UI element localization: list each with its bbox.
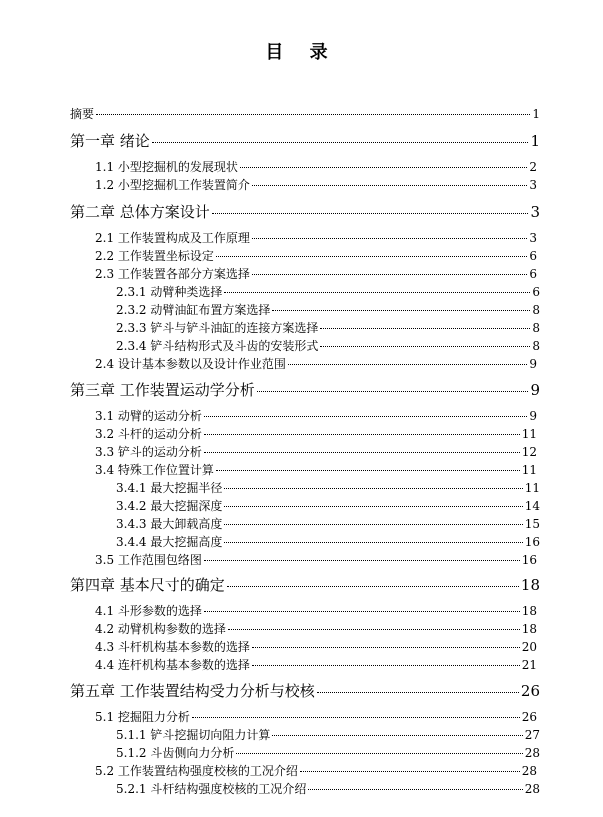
leader-dots — [252, 665, 520, 666]
toc-entry-section[interactable] — [95, 551, 537, 567]
leader-dots — [257, 391, 529, 392]
toc-entry-subsection[interactable] — [116, 744, 540, 760]
entry-label: 3.2 斗杆的运动分析 — [95, 427, 202, 441]
leader-dots — [192, 717, 520, 718]
entry-label: 2.3.1 动臂种类选择 — [116, 285, 223, 299]
entry-label: 2.3 工作装置各部分方案选择 — [95, 267, 250, 281]
toc-entry-chapter-3[interactable] — [70, 379, 540, 399]
leader-dots — [96, 114, 530, 115]
entry-page: 20 — [521, 640, 537, 654]
toc-entry-chapter-4[interactable] — [70, 574, 540, 594]
toc-entry-chapter-1[interactable] — [70, 130, 540, 150]
entry-page: 18 — [521, 622, 537, 636]
entry-page: 26 — [520, 682, 540, 700]
toc-entry-section[interactable] — [95, 461, 537, 477]
leader-dots — [228, 629, 520, 630]
entry-label: 3.5 工作范围包络图 — [95, 553, 202, 567]
toc-entry-subsection[interactable] — [116, 533, 540, 549]
toc-entry-subsection[interactable] — [116, 283, 540, 299]
entry-label: 3.4 特殊工作位置计算 — [95, 463, 214, 477]
entry-page: 28 — [521, 764, 537, 778]
entry-label: 第三章 工作装置运动学分析 — [70, 381, 255, 399]
leader-dots — [224, 506, 522, 507]
toc-entry-section[interactable] — [95, 158, 537, 174]
leader-dots — [224, 488, 522, 489]
toc-entry-section[interactable] — [95, 229, 537, 245]
entry-page: 16 — [521, 553, 537, 567]
leader-dots — [224, 524, 522, 525]
page-title: 目 录 — [265, 42, 338, 63]
entry-page: 8 — [532, 303, 540, 317]
entry-label: 3.4.4 最大挖掘高度 — [116, 535, 223, 549]
toc-entry-section[interactable] — [95, 355, 537, 371]
leader-dots — [224, 292, 530, 293]
entry-label: 4.2 动臂机构参数的选择 — [95, 622, 226, 636]
leader-dots — [240, 167, 527, 168]
entry-page: 1 — [530, 132, 540, 150]
entry-label: 3.4.2 最大挖掘深度 — [116, 499, 223, 513]
leader-dots — [236, 753, 522, 754]
entry-label: 2.3.2 动臂油缸布置方案选择 — [116, 303, 271, 317]
toc-entry-subsection[interactable] — [116, 515, 540, 531]
leader-dots — [252, 647, 520, 648]
entry-label: 摘要 — [70, 107, 95, 121]
entry-page: 21 — [521, 658, 537, 672]
entry-label: 2.2 工作装置坐标设定 — [95, 249, 214, 263]
entry-page: 26 — [521, 710, 537, 724]
entry-page: 6 — [529, 249, 537, 263]
entry-page: 18 — [520, 576, 540, 594]
entry-page: 14 — [524, 499, 540, 513]
leader-dots — [204, 560, 520, 561]
entry-label: 2.3.3 铲斗与铲斗油缸的连接方案选择 — [116, 321, 319, 335]
leader-dots — [204, 452, 520, 453]
entry-page: 9 — [530, 381, 540, 399]
entry-page: 28 — [524, 746, 540, 760]
entry-label: 3.3 铲斗的运动分析 — [95, 445, 202, 459]
toc-entry-section[interactable] — [95, 638, 537, 654]
entry-page: 9 — [529, 357, 537, 371]
leader-dots — [320, 346, 530, 347]
toc-entry-section[interactable] — [95, 247, 537, 263]
leader-dots — [204, 434, 520, 435]
entry-label: 5.2.1 斗杆结构强度校核的工况介绍 — [116, 782, 307, 796]
leader-dots — [216, 256, 527, 257]
entry-page: 8 — [532, 339, 540, 353]
entry-label: 2.3.4 铲斗结构形式及斗齿的安装形式 — [116, 339, 319, 353]
entry-page: 18 — [521, 604, 537, 618]
toc-entry-abstract[interactable] — [70, 105, 540, 121]
entry-page: 27 — [524, 728, 540, 742]
leader-dots — [272, 735, 522, 736]
toc-entry-subsection[interactable] — [116, 337, 540, 353]
entry-label: 5.1.1 铲斗挖掘切向阻力计算 — [116, 728, 271, 742]
toc-entry-section[interactable] — [95, 762, 537, 778]
leader-dots — [308, 789, 522, 790]
entry-label: 3.4.1 最大挖掘半径 — [116, 481, 223, 495]
toc-entry-section[interactable] — [95, 620, 537, 636]
toc-entry-section[interactable] — [95, 265, 537, 281]
entry-label: 第一章 绪论 — [70, 132, 150, 150]
leader-dots — [320, 328, 530, 329]
entry-label: 5.1.2 斗齿侧向力分析 — [116, 746, 235, 760]
entry-page: 3 — [530, 203, 540, 221]
entry-page: 3 — [529, 178, 537, 192]
toc-entry-section[interactable] — [95, 656, 537, 672]
toc-entry-section[interactable] — [95, 708, 537, 724]
toc-entry-subsection[interactable] — [116, 319, 540, 335]
entry-page: 8 — [532, 321, 540, 335]
leader-dots — [152, 142, 529, 143]
entry-page: 11 — [524, 481, 540, 495]
leader-dots — [204, 416, 527, 417]
toc-entry-section[interactable] — [95, 407, 537, 423]
entry-page: 6 — [532, 285, 540, 299]
leader-dots — [288, 364, 527, 365]
entry-label: 1.2 小型挖掘机工作装置简介 — [95, 178, 250, 192]
leader-dots — [252, 238, 527, 239]
entry-label: 2.4 设计基本参数以及设计作业范围 — [95, 357, 286, 371]
entry-page: 11 — [521, 463, 537, 477]
toc-entry-subsection[interactable] — [116, 726, 540, 742]
entry-label: 4.3 斗杆机构基本参数的选择 — [95, 640, 250, 654]
entry-page: 12 — [521, 445, 537, 459]
toc-entry-chapter-2[interactable] — [70, 201, 540, 221]
entry-label: 1.1 小型挖掘机的发展现状 — [95, 160, 238, 174]
entry-label: 4.1 斗形参数的选择 — [95, 604, 202, 618]
entry-label: 第四章 基本尺寸的确定 — [70, 576, 225, 594]
entry-page: 11 — [521, 427, 537, 441]
entry-label: 第五章 工作装置结构受力分析与校核 — [70, 682, 315, 700]
entry-page: 2 — [529, 160, 537, 174]
toc-entry-chapter-5[interactable] — [70, 680, 540, 700]
leader-dots — [252, 274, 527, 275]
leader-dots — [252, 185, 527, 186]
leader-dots — [204, 611, 520, 612]
entry-label: 2.1 工作装置构成及工作原理 — [95, 231, 250, 245]
toc-entry-section[interactable] — [95, 443, 537, 459]
toc-entry-section[interactable] — [95, 425, 537, 441]
toc-entry-subsection[interactable] — [116, 479, 540, 495]
entry-page: 1 — [532, 107, 540, 121]
entry-page: 28 — [524, 782, 540, 796]
entry-label: 5.2 工作装置结构强度校核的工况介绍 — [95, 764, 298, 778]
toc-entry-section[interactable] — [95, 176, 537, 192]
toc-entry-subsection[interactable] — [116, 780, 540, 796]
leader-dots — [212, 213, 529, 214]
entry-label: 第二章 总体方案设计 — [70, 203, 210, 221]
entry-label: 5.1 挖掘阻力分析 — [95, 710, 190, 724]
leader-dots — [300, 771, 520, 772]
entry-page: 15 — [524, 517, 540, 531]
toc-entry-subsection[interactable] — [116, 301, 540, 317]
leader-dots — [272, 310, 530, 311]
leader-dots — [317, 692, 519, 693]
toc-entry-subsection[interactable] — [116, 497, 540, 513]
leader-dots — [216, 470, 520, 471]
entry-page: 16 — [524, 535, 540, 549]
entry-page: 9 — [529, 409, 537, 423]
leader-dots — [224, 542, 522, 543]
entry-label: 3.1 动臂的运动分析 — [95, 409, 202, 423]
entry-label: 4.4 连杆机构基本参数的选择 — [95, 658, 250, 672]
entry-page: 6 — [529, 267, 537, 281]
entry-page: 3 — [529, 231, 537, 245]
entry-label: 3.4.3 最大卸载高度 — [116, 517, 223, 531]
toc-entry-section[interactable] — [95, 602, 537, 618]
leader-dots — [227, 586, 519, 587]
